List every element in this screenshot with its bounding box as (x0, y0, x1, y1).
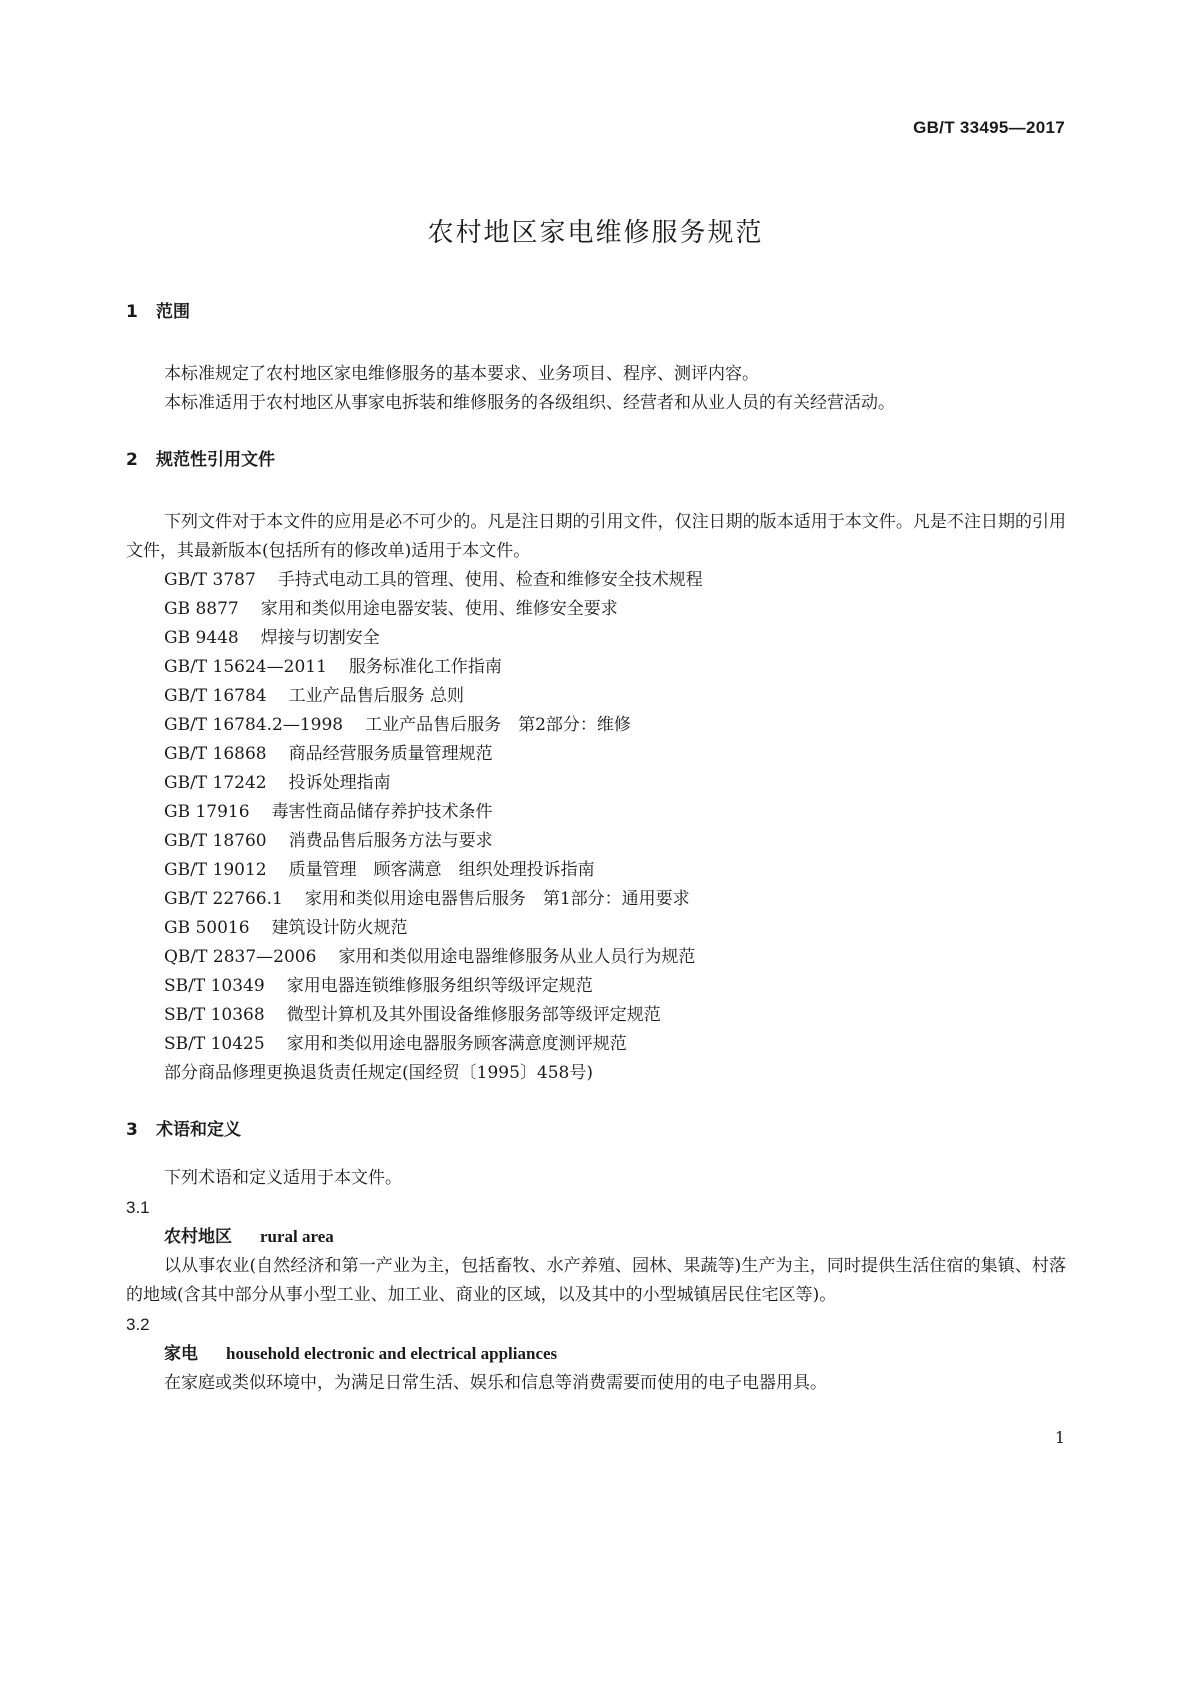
document-title: 农村地区家电维修服务规范 (427, 218, 764, 248)
reference-item (164, 827, 1066, 856)
reference-item (164, 1001, 1066, 1030)
term-definition: 在家庭或类似环境中，为满足日常生活、娱乐和信息等消费需要而使用的电子电器用具。 (164, 1373, 827, 1393)
reference-list (126, 566, 1066, 1088)
reference-item (164, 972, 1066, 1001)
section-number: 2 (126, 450, 138, 470)
reference-code: GB 9448 (164, 628, 239, 648)
reference-code: GB 8877 (164, 599, 239, 619)
reference-code: SB/T 10349 (164, 976, 265, 996)
reference-title: 家用和类似用途电器服务顾客满意度测评规范 (286, 1034, 627, 1054)
reference-code: SB/T 10368 (164, 1005, 265, 1025)
reference-title: 商品经营服务质量管理规范 (288, 744, 493, 764)
reference-code: GB/T 15624—2011 (164, 657, 327, 677)
reference-item (164, 798, 1066, 827)
section-title: 术语和定义 (156, 1120, 241, 1140)
reference-title: 家用和类似用途电器维修服务从业人员行为规范 (338, 947, 696, 967)
reference-title: 消费品售后服务方法与要求 (288, 831, 493, 851)
document-body (126, 298, 1066, 1426)
section-number: 3 (126, 1120, 138, 1140)
term-name (126, 1339, 1066, 1369)
reference-code: GB/T 17242 (164, 773, 267, 793)
reference-title: 建筑设计防火规范 (271, 918, 408, 938)
section-title: 规范性引用文件 (156, 450, 275, 470)
term-name-zh: 农村地区 (164, 1227, 232, 1247)
reference-title: 工业产品售后服务 总则 (288, 686, 465, 706)
term-name (126, 1222, 1066, 1252)
term-name-zh: 家电 (164, 1344, 198, 1364)
reference-item (164, 1030, 1066, 1059)
reference-code: GB/T 18760 (164, 831, 267, 851)
reference-code: GB 17916 (164, 802, 250, 822)
reference-title: 焊接与切割安全 (260, 628, 380, 648)
reference-title: 工业产品售后服务 第2部分：维修 (365, 715, 631, 735)
reference-code: SB/T 10425 (164, 1034, 265, 1054)
reference-code: QB/T 2837—2006 (164, 947, 317, 967)
reference-title: 手持式电动工具的管理、使用、检查和维修安全技术规程 (277, 570, 703, 590)
section-number: 1 (126, 302, 138, 322)
reference-title: 家用和类似用途电器售后服务 第1部分：通用要求 (304, 889, 690, 909)
term-definition: 以从事农业(自然经济和第一产业为主，包括畜牧、水产养殖、园林、果蔬等)生产为主，同时提供生活住宿的集镇、村落的地域(含其中部分从事小型工业、加工业、商业的区域，以及其中的小型城镇居民住宅区等)。 (126, 1256, 1066, 1305)
reference-title: 投诉处理指南 (288, 773, 391, 793)
reference-title: 微型计算机及其外围设备维修服务部等级评定规范 (286, 1005, 661, 1025)
section-heading (126, 298, 1066, 326)
reference-title: 质量管理 顾客满意 组织处理投诉指南 (288, 860, 595, 880)
reference-title: 毒害性商品储存养护技术条件 (271, 802, 493, 822)
page-number: 1 (1054, 1428, 1065, 1447)
paragraph: 本标准适用于农村地区从事家电拆装和维修服务的各级组织、经营者和从业人员的有关经营活动。 (164, 393, 895, 413)
reference-title: 服务标准化工作指南 (348, 657, 502, 677)
reference-title: 家用和类似用途电器安装、使用、维修安全要求 (260, 599, 618, 619)
section-heading (126, 1116, 1066, 1144)
paragraph: 本标准规定了农村地区家电维修服务的基本要求、业务项目、程序、测评内容。 (164, 364, 759, 384)
section-title: 范围 (156, 302, 190, 322)
term-name-en: rural area (260, 1227, 334, 1246)
reference-item (164, 566, 1066, 595)
term-entry (126, 1193, 1066, 1310)
section-heading (126, 446, 1066, 474)
section-normative-references (126, 446, 1066, 1088)
reference-item (164, 711, 1066, 740)
term-number: 3.1 (126, 1198, 150, 1217)
term-number: 3.2 (126, 1315, 150, 1334)
reference-item (164, 595, 1066, 624)
reference-item: 部分商品修理更换退货责任规定(国经贸〔1995〕458号) (164, 1063, 593, 1083)
reference-item (164, 914, 1066, 943)
paragraph: 下列术语和定义适用于本文件。 (164, 1168, 402, 1188)
section-scope (126, 298, 1066, 418)
reference-code: GB 50016 (164, 918, 250, 938)
section-terms-definitions (126, 1116, 1066, 1398)
reference-title: 家用电器连锁维修服务组织等级评定规范 (286, 976, 593, 996)
reference-item (164, 624, 1066, 653)
reference-code: GB/T 19012 (164, 860, 267, 880)
reference-item (164, 885, 1066, 914)
reference-item (164, 682, 1066, 711)
reference-code: GB/T 16784 (164, 686, 267, 706)
term-name-en: household electronic and electrical appliances (226, 1344, 558, 1363)
reference-item (164, 943, 1066, 972)
standard-code: GB/T 33495—2017 (913, 118, 1065, 137)
paragraph: 下列文件对于本文件的应用是必不可少的。凡是注日期的引用文件，仅注日期的版本适用于本文件。凡是不注日期的引用文件，其最新版本(包括所有的修改单)适用于本文件。 (126, 512, 1066, 561)
reference-code: GB/T 16868 (164, 744, 267, 764)
reference-item (164, 740, 1066, 769)
reference-item (164, 769, 1066, 798)
reference-code: GB/T 16784.2—1998 (164, 715, 344, 735)
reference-item (164, 856, 1066, 885)
reference-item (164, 653, 1066, 682)
reference-code: GB/T 22766.1 (164, 889, 283, 909)
reference-code: GB/T 3787 (164, 570, 256, 590)
term-entry (126, 1310, 1066, 1398)
